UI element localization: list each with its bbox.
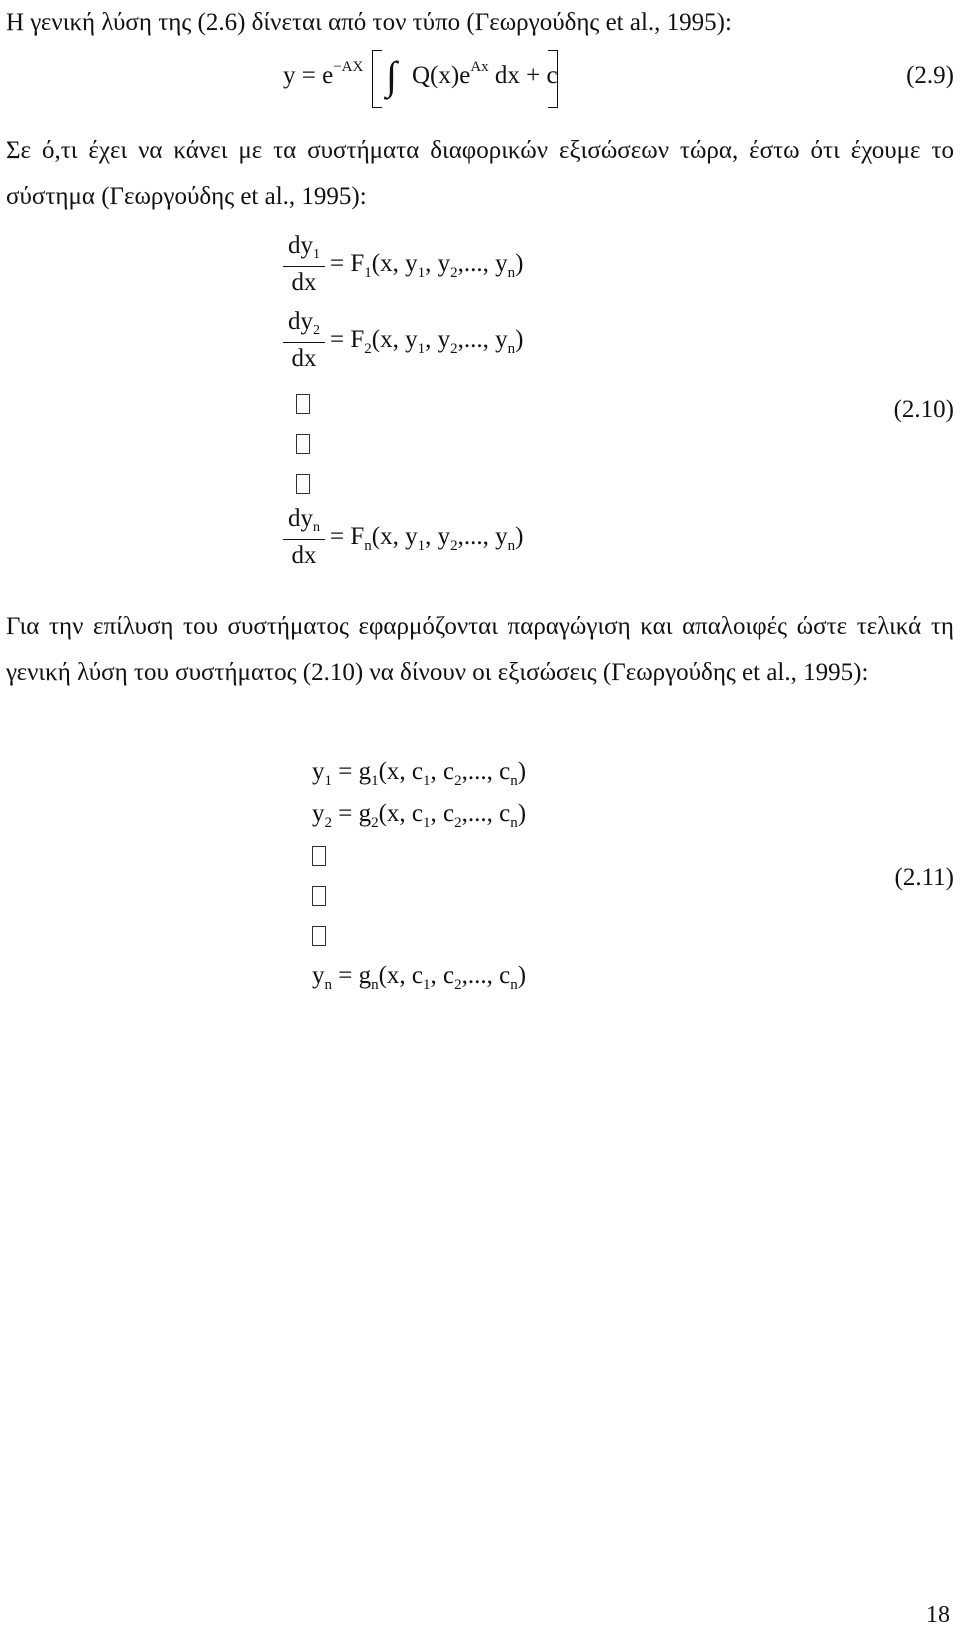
rhs-arg-sub-1: 1 [417, 265, 426, 281]
equation-number-2-9: (2.9) [906, 62, 954, 89]
rhs-func: = F [330, 523, 365, 550]
denominator: dx [291, 345, 317, 372]
eq29-body [412, 59, 558, 90]
lhs-var: y [312, 800, 325, 827]
lhs-sub: 1 [324, 773, 332, 789]
rhs-arg-sub-n: n [507, 341, 516, 357]
rhs-func: = g [338, 800, 372, 827]
rhs-close: ) [517, 800, 527, 827]
rhs-end: ,..., c [461, 962, 511, 989]
numerator [283, 505, 325, 539]
rhs-mid: , y [425, 326, 451, 353]
equation-number-2-11: (2.11) [894, 864, 954, 891]
rhs-args: (x, c [378, 800, 424, 827]
rhs-mid: , y [425, 523, 451, 550]
rhs-arg-sub-1: 1 [417, 538, 426, 554]
fraction-dy1-dx [283, 232, 325, 297]
rhs-close: ) [515, 326, 524, 353]
numerator-text: dy [288, 505, 313, 532]
missing-glyph-box [312, 886, 326, 906]
rhs-func-sub: 1 [371, 773, 379, 789]
paragraph-solution: Για την επίλυση του συστήματος εφαρμόζονται παραγώγιση και απαλοιφές ώστε τελικά τη γενική λύση του συστήματος (2.10) να δίνουν οι εξισώσεις (Γεωργούδης et al., 1995): [6, 613, 954, 686]
numerator [283, 232, 325, 266]
equation-number-2-10: (2.10) [893, 396, 954, 423]
missing-glyph-box [296, 474, 310, 494]
numerator-sub: 1 [313, 247, 320, 262]
numerator [283, 308, 325, 342]
rhs-close: ) [515, 250, 524, 277]
rhs-mid: , c [430, 800, 455, 827]
paragraph-intro: Η γενική λύση της (2.6) δίνεται από τον τύπο (Γεωργούδης et al., 1995): [6, 9, 732, 36]
solution-row-n [312, 962, 527, 993]
rhs-args: (x, y [371, 523, 418, 550]
rhs-arg-sub-1: 1 [423, 773, 431, 789]
eq29-lhs [283, 59, 364, 90]
numerator-sub: 2 [313, 323, 320, 338]
rhs-close: ) [517, 962, 527, 989]
rhs-args: (x, c [378, 758, 424, 785]
rhs-func-sub: 2 [371, 815, 379, 831]
rhs-func: = F [330, 326, 365, 353]
rhs-row-1 [330, 250, 524, 281]
denominator: dx [291, 542, 317, 569]
missing-glyph-box [296, 434, 310, 454]
eq29-exponent-2: Ax [470, 59, 489, 75]
rhs-args: (x, y [371, 326, 418, 353]
rhs-end: ,..., c [461, 758, 511, 785]
rhs-end: ,..., y [457, 326, 508, 353]
paragraph-system: Σε ό,τι έχει να κάνει με τα συστήματα διαφορικών εξισώσεων τώρα, έστω ότι έχουμε το σύστημα (Γεωργούδης et al., 1995): [6, 137, 954, 210]
rhs-arg-sub-1: 1 [417, 341, 426, 357]
numerator-sub: n [313, 520, 320, 535]
lhs-sub: 2 [324, 815, 332, 831]
rhs-arg-sub-n: n [510, 815, 518, 831]
rhs-args: (x, c [378, 962, 424, 989]
rhs-end: ,..., c [461, 800, 511, 827]
eq29-lhs-text: y = e [283, 62, 334, 89]
eq29-exponent-1: −AX [333, 59, 364, 75]
rhs-arg-sub-1: 1 [423, 977, 431, 993]
rhs-close: ) [515, 523, 524, 550]
rhs-func-sub: 1 [364, 265, 372, 281]
numerator-text: dy [288, 308, 313, 335]
rhs-func: = g [338, 962, 372, 989]
rhs-func-sub: n [371, 977, 379, 993]
rhs-arg-sub-2: 2 [454, 773, 462, 789]
rhs-arg-sub-2: 2 [454, 977, 462, 993]
page-number: 18 [926, 1602, 950, 1628]
missing-glyph-box [312, 926, 326, 946]
denominator: dx [291, 269, 317, 296]
rhs-mid: , c [430, 962, 455, 989]
left-bracket [372, 50, 382, 108]
rhs-arg-sub-1: 1 [423, 815, 431, 831]
lhs-var: y [312, 758, 325, 785]
rhs-arg-sub-2: 2 [450, 538, 458, 554]
numerator-text: dy [288, 232, 313, 259]
rhs-arg-sub-n: n [510, 773, 518, 789]
missing-glyph-box [296, 394, 310, 414]
rhs-func: = g [338, 758, 372, 785]
rhs-func-sub: n [364, 538, 372, 554]
rhs-arg-sub-n: n [507, 538, 516, 554]
rhs-func: = F [330, 250, 365, 277]
rhs-mid: , c [430, 758, 455, 785]
eq29-body-text: Q(x)e [412, 62, 471, 89]
rhs-args: (x, y [371, 250, 418, 277]
rhs-arg-sub-2: 2 [454, 815, 462, 831]
rhs-arg-sub-n: n [507, 265, 516, 281]
fraction-dyn-dx [283, 505, 325, 570]
rhs-mid: , y [425, 250, 451, 277]
solution-row-2 [312, 800, 527, 831]
solution-row-1 [312, 758, 527, 789]
fraction-dy2-dx [283, 308, 325, 373]
right-bracket [548, 50, 558, 108]
lhs-var: y [312, 962, 325, 989]
eq29-tail-text: dx + c [494, 62, 558, 89]
lhs-sub: n [324, 977, 332, 993]
rhs-arg-sub-2: 2 [450, 265, 458, 281]
integral-sign: ∫ [386, 53, 397, 98]
rhs-arg-sub-n: n [510, 977, 518, 993]
rhs-row-2 [330, 326, 524, 357]
rhs-end: ,..., y [457, 523, 508, 550]
rhs-end: ,..., y [457, 250, 508, 277]
missing-glyph-box [312, 846, 326, 866]
rhs-row-n [330, 523, 524, 554]
rhs-func-sub: 2 [364, 341, 372, 357]
rhs-close: ) [517, 758, 527, 785]
rhs-arg-sub-2: 2 [450, 341, 458, 357]
